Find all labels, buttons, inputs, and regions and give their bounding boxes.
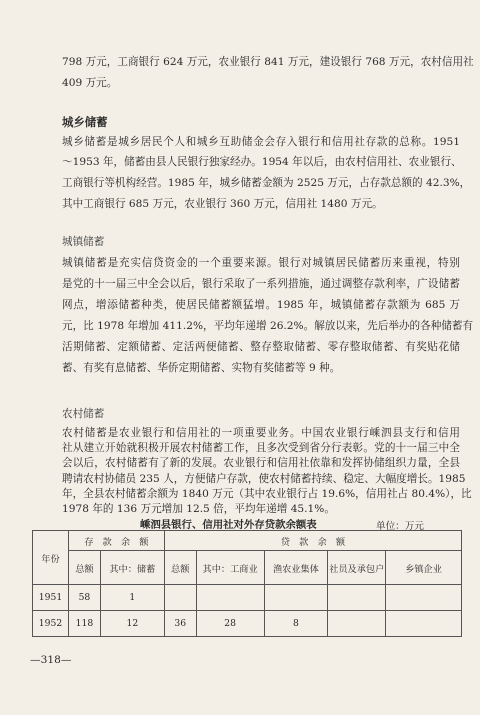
table-title: 嵊泗县银行、信用社对外存贷款余额表 bbox=[140, 519, 317, 531]
year-cell: 1951 bbox=[33, 585, 69, 611]
column-header: 社员及承包户 bbox=[328, 551, 386, 585]
text-line: 年，全县农村储蓄余额为 1840 万元（其中农业银行占 19.6%，信用社占 80.4%），比 bbox=[62, 487, 472, 500]
column-header: 渔农业集体 bbox=[264, 551, 328, 585]
text-line: 409 万元。 bbox=[62, 77, 118, 89]
table-cell: 28 bbox=[196, 611, 264, 637]
section-heading: 城镇储蓄 bbox=[62, 236, 105, 248]
column-header: 总额 bbox=[68, 551, 100, 585]
deposit-loan-table bbox=[32, 530, 462, 637]
section-heading: 农村储蓄 bbox=[62, 408, 105, 420]
table-cell bbox=[164, 585, 196, 611]
table-cell bbox=[386, 611, 462, 637]
text-line: 元，比 1978 年增加 411.2%，平均年递增 26.2%。解放以来，先后举办的各种储蓄有 bbox=[62, 320, 474, 332]
table-cell: 36 bbox=[164, 611, 196, 637]
text-line: 活期储蓄、定额储蓄、定活两便储蓄、整存整取储蓄、零存整取储蓄、有奖贴花储 bbox=[62, 341, 460, 353]
text-line: 农村储蓄是农业银行和信用社的一项重要业务。中国农业银行嵊泗县支行和信用 bbox=[62, 427, 460, 439]
table-cell bbox=[328, 585, 386, 611]
page-number: —318— bbox=[30, 654, 72, 666]
column-header: 总额 bbox=[164, 551, 196, 585]
section-heading: 城乡储蓄 bbox=[62, 115, 108, 129]
table-row bbox=[33, 611, 462, 637]
table-cell: 1 bbox=[100, 585, 164, 611]
text-line: 1978 年的 136 万元增加 12.5 倍，平均年递增 45.1%。 bbox=[62, 503, 335, 515]
column-header: 其中：工商业 bbox=[196, 551, 264, 585]
text-line: 会以后，农村储蓄有了新的发展。农业银行和信用社依靠和发挥协储组织力量，全县 bbox=[62, 457, 460, 470]
table-cell bbox=[328, 611, 386, 637]
text-line: 蓄、有奖有息储蓄、华侨定期储蓄、实物有奖储蓄等 9 种。 bbox=[62, 362, 341, 374]
text-line: 网点，增添储蓄种类，使居民储蓄额猛增。1985 年，城镇储蓄存款额为 685 万 bbox=[62, 299, 460, 311]
column-header: 乡镇企业 bbox=[386, 551, 462, 585]
loan-group-header: 贷 款 余 额 bbox=[164, 531, 461, 551]
table-row bbox=[33, 585, 462, 611]
deposit-group-header: 存 款 余 额 bbox=[68, 531, 164, 551]
column-header: 其中：储蓄 bbox=[100, 551, 164, 585]
text-line: 聘请农村协储员 235 人，方便储户存款，使农村储蓄持续、稳定、大幅度增长。1985 bbox=[62, 472, 466, 485]
table-cell bbox=[196, 585, 264, 611]
text-line: 工商银行等机构经营。1985 年，城乡储蓄金额为 2525 万元，占存款总额的 42.3%， bbox=[62, 177, 471, 189]
text-line: 是党的十一届三中全会以后，银行采取了一系列措施，通过调整存款利率，广设储蓄 bbox=[62, 278, 460, 290]
table-cell: 58 bbox=[68, 585, 100, 611]
table-cell bbox=[264, 585, 328, 611]
table-cell: 8 bbox=[264, 611, 328, 637]
table-cell bbox=[386, 585, 462, 611]
text-line: ～1953 年，储蓄由县人民银行独家经办。1954 年以后，由农村信用社、农业银行、 bbox=[62, 156, 462, 168]
table-cell: 12 bbox=[100, 611, 164, 637]
year-header: 年份 bbox=[33, 531, 69, 585]
table-cell: 118 bbox=[68, 611, 100, 637]
text-line: 其中工商银行 685 万元，农业银行 360 万元，信用社 1480 万元。 bbox=[62, 198, 383, 210]
text-line: 城乡储蓄是城乡居民个人和城乡互助储金会存入银行和信用社存款的总称。1951 bbox=[62, 136, 460, 148]
text-line: 社从建立开始就积极开展农村储蓄工作，且多次受到省分行表彰。党的十一届三中全 bbox=[62, 442, 460, 455]
year-cell: 1952 bbox=[33, 611, 69, 637]
text-line: 798 万元，工商银行 624 万元，农业银行 841 万元，建设银行 768 万元，农村信用社 bbox=[62, 56, 474, 68]
text-line: 城镇储蓄是充实信贷资金的一个重要来源。银行对城镇居民储蓄历来重视，特别 bbox=[62, 257, 460, 269]
table-unit: 单位：万元 bbox=[376, 521, 424, 532]
